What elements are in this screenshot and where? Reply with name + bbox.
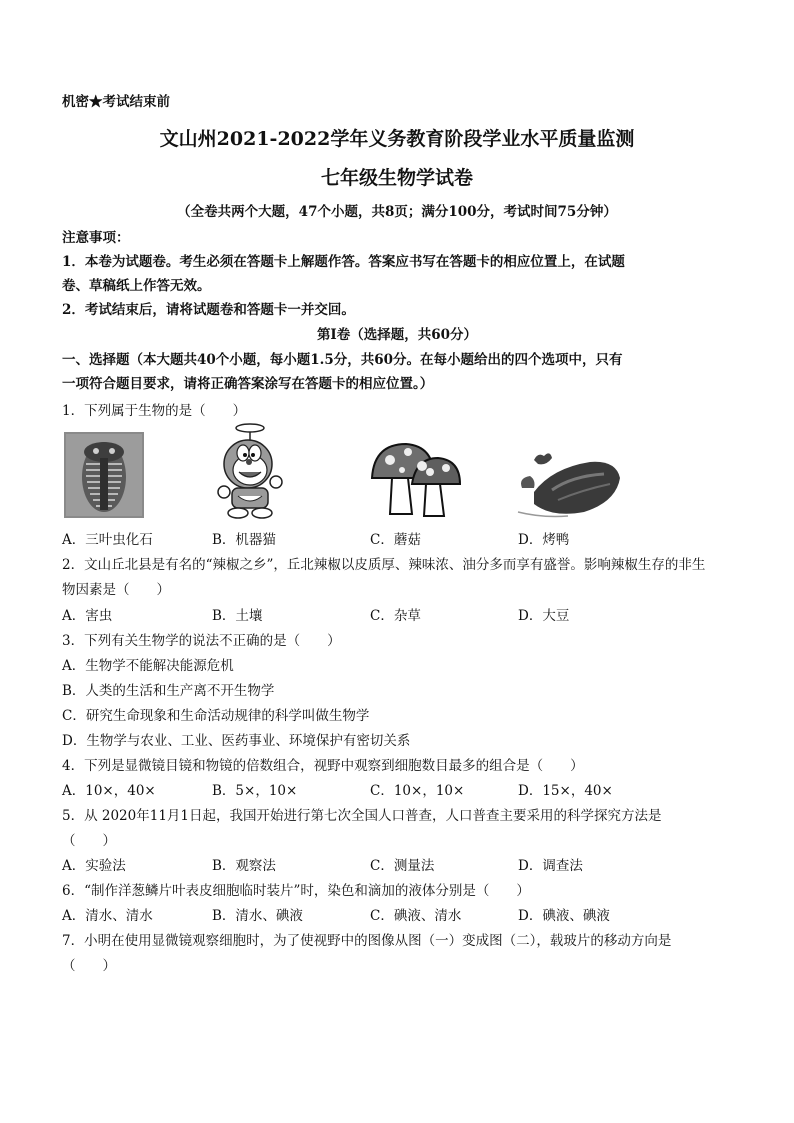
question-3-option-c[interactable]: C．研究生命现象和生命活动规律的科学叫做生物学 [62,708,370,724]
question-2-options [62,604,742,626]
question-3-option-d[interactable]: D．生物学与农业、工业、医药事业、环境保护有密切关系 [62,733,411,749]
question-5-option-d[interactable]: D．调查法 [518,858,583,874]
question-5-option-c[interactable]: C．测量法 [370,858,435,874]
question-4-option-b[interactable]: B．5×，10× [212,783,298,799]
question-1-options [62,528,742,550]
trilobite-fossil-image [64,432,144,518]
question-6-stem: 6．“制作洋葱鳞片叶表皮细胞临时装片”时，染色和滴加的液体分别是（ ） [62,883,530,899]
section-instruction-line-1: 一、选择题（本大题共40个小题，每小题1.5分，共60分。在每小题给出的四个选项中，只有 [62,352,623,368]
question-2-option-c[interactable]: C．杂草 [370,608,421,624]
question-3-option-a[interactable]: A．生物学不能解决能源危机 [62,658,234,674]
question-4-stem: 4．下列是显微镜目镜和物镜的倍数组合，视野中观察到细胞数目最多的组合是（ ） [62,758,584,774]
roast-duck-image [512,432,624,522]
question-2-option-d[interactable]: D．大豆 [518,608,570,624]
notice-item-1-line-2: 卷、草稿纸上作答无效。 [62,278,211,294]
confidential-label: 机密★考试结束前 [62,94,170,110]
question-1-option-a[interactable]: A．三叶虫化石 [62,532,153,548]
section-instruction-line-2: 一项符合题目要求，请将正确答案涂写在答题卡的相应位置。） [62,376,434,392]
question-4-option-c[interactable]: C．10×，10× [370,783,465,799]
question-7-stem-line-2: （ ） [62,958,116,974]
question-7-stem-line-1: 7．小明在使用显微镜观察细胞时，为了使视野中的图像从图（一）变成图（二），载玻片的移动方向是 [62,933,672,949]
question-5-option-a[interactable]: A．实验法 [62,858,126,874]
question-5-stem-line-1: 5．从 2020年11月1日起，我国开始进行第七次全国人口普查，人口普查主要采用的科学探究方法是 [62,808,662,824]
question-1-option-d[interactable]: D．烤鸭 [518,532,570,548]
section-title: 第Ⅰ卷（选择题，共60分） [316,327,478,343]
robot-cat-image [212,420,288,520]
question-3-option-b[interactable]: B．人类的生活和生产离不开生物学 [62,683,275,699]
question-6-option-c[interactable]: C．碘液、清水 [370,908,462,924]
question-4-options [62,779,742,801]
question-2-option-a[interactable]: A．害虫 [62,608,113,624]
question-5-stem-line-2: （ ） [62,833,116,849]
notice-heading: 注意事项： [62,230,130,246]
question-5-option-b[interactable]: B．观察法 [212,858,276,874]
question-4-option-d[interactable]: D．15×，40× [518,783,613,799]
question-1-option-c[interactable]: C．蘑菇 [370,532,421,548]
exam-note: （全卷共两个大题，47个小题，共8页；满分100分，考试时间75分钟） [177,204,617,220]
question-2-stem-line-2: 物因素是（ ） [62,582,170,598]
question-1-stem: 1．下列属于生物的是（ ） [62,403,247,419]
question-2-stem-line-1: 2．文山丘北县是有名的“辣椒之乡”，丘北辣椒以皮质厚、辣味浓、油分多而享有盛誉。影响辣椒生存的非生 [62,557,706,573]
question-6-option-a[interactable]: A．清水、清水 [62,908,153,924]
exam-title: 文山州2021-2022学年义务教育阶段学业水平质量监测 [159,128,635,150]
notice-item-2: 2．考试结束后，请将试题卷和答题卡一并交回。 [62,302,355,318]
question-3-stem: 3．下列有关生物学的说法不正确的是（ ） [62,633,341,649]
mushroom-image [368,438,464,520]
question-5-options [62,854,742,876]
question-6-option-d[interactable]: D．碘液、碘液 [518,908,610,924]
question-6-options [62,904,742,926]
question-2-option-b[interactable]: B．土壤 [212,608,263,624]
question-1-option-b[interactable]: B．机器猫 [212,532,276,548]
question-4-option-a[interactable]: A．10×，40× [62,783,156,799]
notice-item-1-line-1: 1．本卷为试题卷。考生必须在答题卡上解题作答。答案应书写在答题卡的相应位置上，在试题 [62,254,625,270]
exam-subtitle: 七年级生物学试卷 [320,167,473,189]
question-6-option-b[interactable]: B．清水、碘液 [212,908,303,924]
